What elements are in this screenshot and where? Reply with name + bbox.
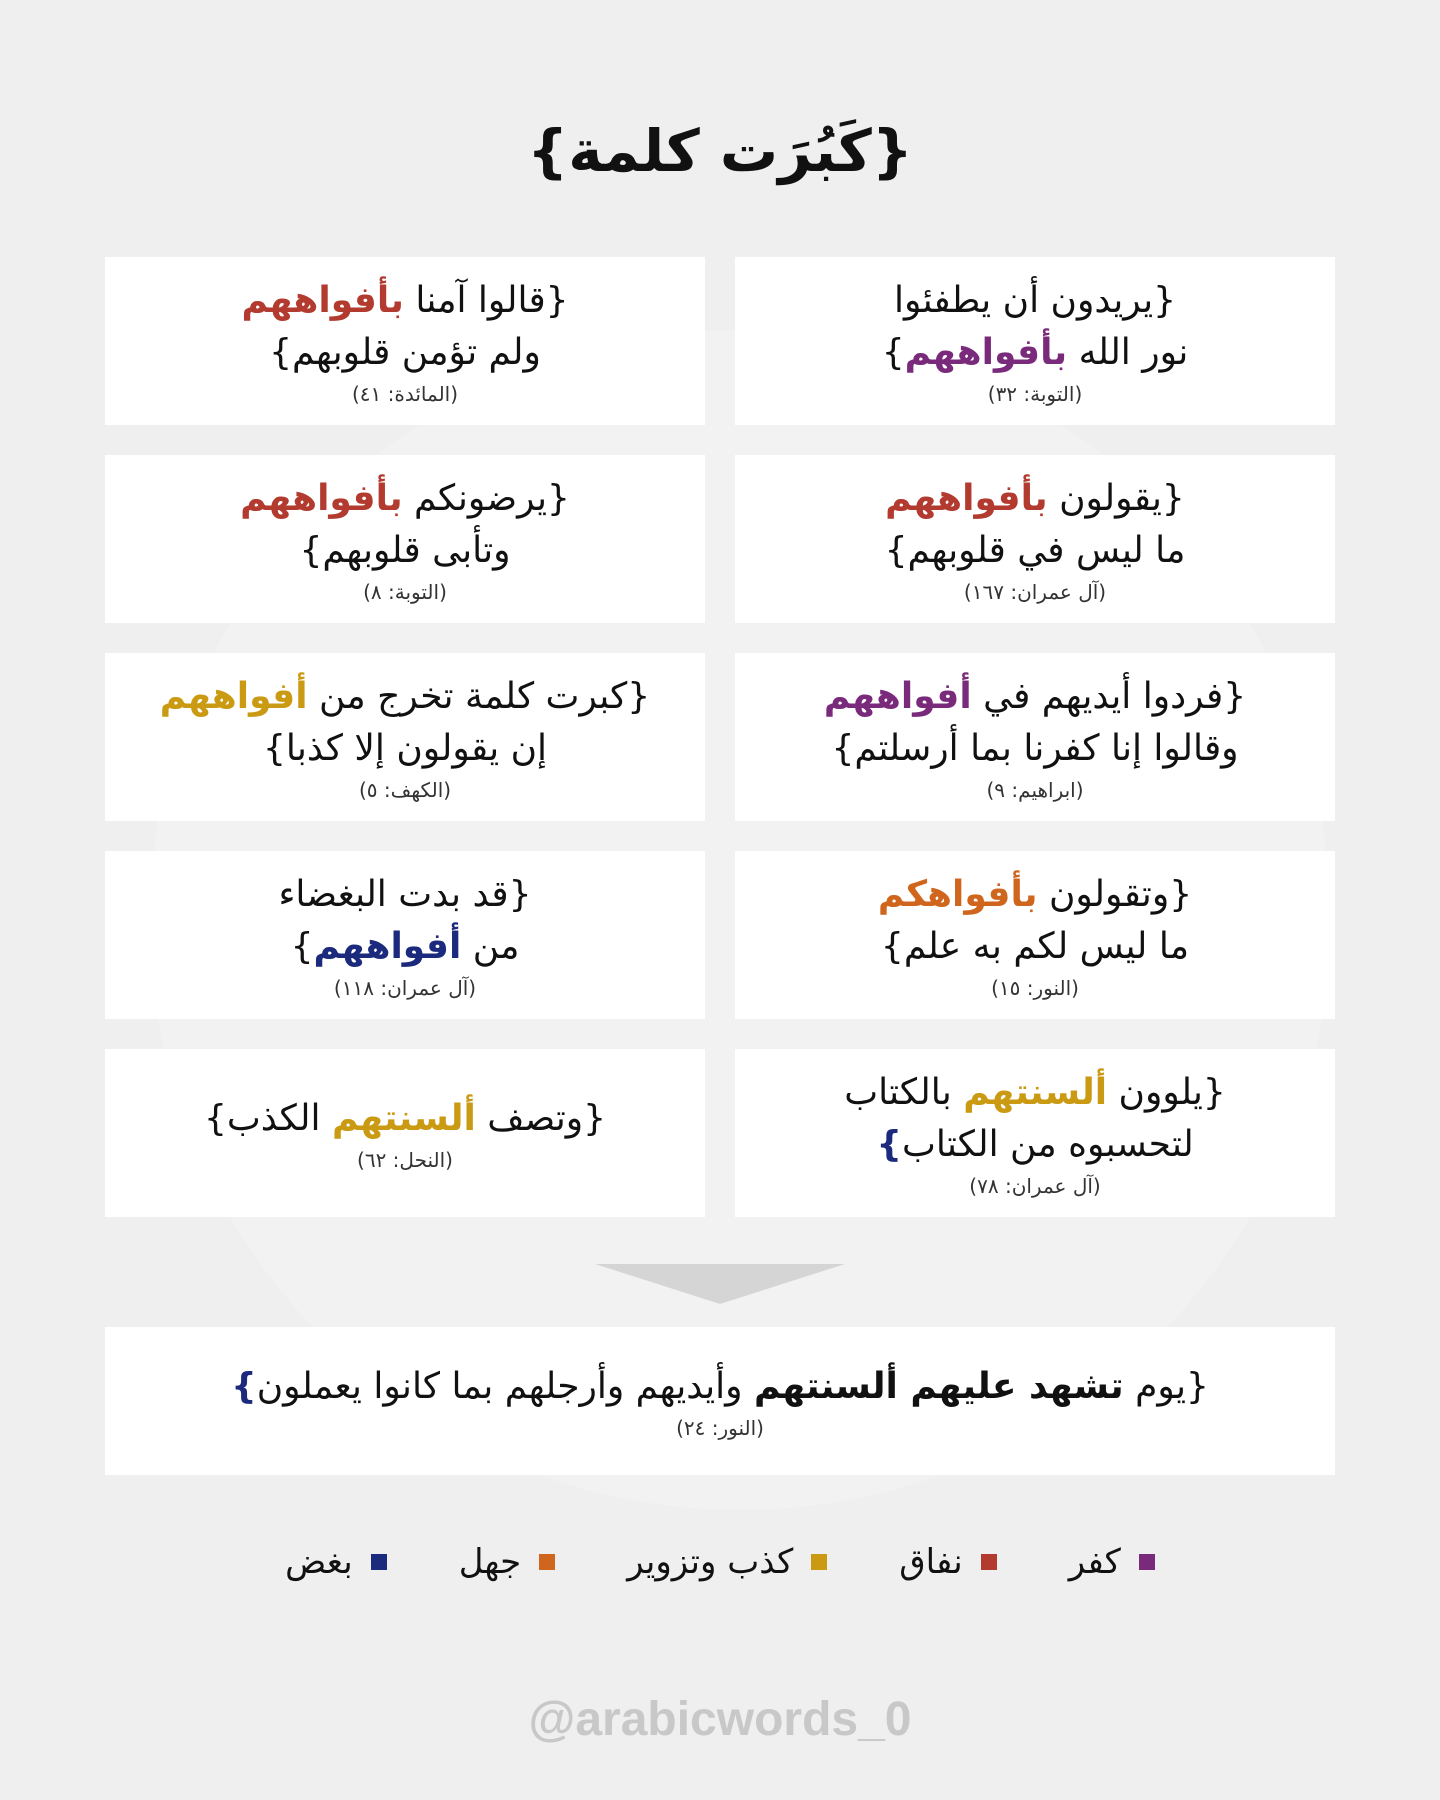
legend-swatch-icon: [981, 1554, 997, 1570]
highlighted-word: أفواههم: [823, 676, 972, 717]
final-verse-bold: تشهد عليهم ألسنتهم: [754, 1366, 1124, 1407]
color-legend: [0, 1540, 1440, 1584]
verse-card-nur-15: [735, 851, 1335, 1019]
highlighted-word: بأفواههم: [904, 332, 1068, 373]
highlighted-word: بأفواههم: [885, 478, 1048, 519]
final-verse-ref: (النور: ٢٤): [676, 1416, 764, 1440]
highlighted-word: بأفواههم: [240, 478, 403, 519]
verse-line: [241, 275, 568, 327]
verse-line: [885, 473, 1185, 525]
verse-text: {قد بدت البغضاء: [278, 874, 532, 915]
verse-text: {قالوا آمنا: [403, 280, 569, 321]
legend-swatch-icon: [539, 1554, 555, 1570]
verse-text: {يرضونكم: [402, 478, 570, 519]
final-verse-post: وأيديهم وأرجلهم بما كانوا يعملون: [256, 1366, 755, 1407]
verse-text-end: }: [881, 332, 905, 373]
verse-reference: (آل عمران: ٧٨): [969, 1174, 1101, 1198]
verse-line: [299, 525, 510, 577]
verse-text: ما ليس لكم به علم}: [880, 926, 1190, 967]
verse-text-end: بالكتاب: [844, 1072, 964, 1113]
verse-card-ibrahim-9: [735, 653, 1335, 821]
highlighted-word: ألسنتهم: [331, 1098, 476, 1139]
page-title: {كَبُرَت كلمة}: [526, 117, 913, 185]
verse-card-kahf-5: [105, 653, 705, 821]
verse-text: ما ليس في قلوبهم}: [884, 530, 1186, 571]
legend-item: [459, 1540, 555, 1584]
legend-swatch-icon: [1139, 1554, 1155, 1570]
verse-line: [844, 1067, 1226, 1119]
verse-reference: (المائدة: ٤١): [351, 382, 459, 406]
verse-text: {وتقولون: [1037, 874, 1193, 915]
legend-label: كذب وتزوير: [627, 1542, 794, 1582]
verse-text: ولم تؤمن قلوبهم}: [269, 332, 541, 373]
highlighted-word: بأفواهكم: [877, 874, 1038, 915]
legend-item: [627, 1540, 827, 1584]
legend-label: كفر: [1068, 1542, 1121, 1582]
verse-line: [263, 723, 547, 775]
verse-line: [831, 723, 1238, 775]
legend-swatch-icon: [811, 1554, 827, 1570]
verse-card-nahl-62: [105, 1049, 705, 1217]
verse-line: [240, 473, 570, 525]
final-verse-close: }: [231, 1366, 257, 1407]
verse-text: {يلوون: [1107, 1072, 1226, 1113]
verse-text: {كبرت كلمة تخرج من: [307, 676, 651, 717]
verse-reference: (النحل: ٦٢): [357, 1148, 453, 1172]
account-handle: @arabicwords_0: [528, 1693, 912, 1746]
verse-reference: (آل عمران: ١١٨): [333, 976, 477, 1000]
highlighted-word: بأفواههم: [241, 280, 404, 321]
verse-text: {يقولون: [1047, 478, 1185, 519]
verse-reference: (ابراهيم: ٩): [986, 778, 1084, 802]
legend-item: [285, 1540, 387, 1584]
legend-label: نفاق: [899, 1542, 963, 1582]
verse-card-maida-41: [105, 257, 705, 425]
verse-card-aal-imran-167: [735, 455, 1335, 623]
verse-line: [882, 327, 1188, 379]
verse-text: نور الله: [1067, 332, 1189, 373]
verse-line: [291, 921, 520, 973]
highlighted-word: ألسنتهم: [963, 1072, 1108, 1113]
highlighted-word: أفواههم: [313, 926, 462, 967]
verse-card-aal-imran-118: [105, 851, 705, 1019]
legend-label: بغض: [285, 1542, 353, 1582]
verse-grid: [105, 257, 1335, 1217]
verse-line: [160, 671, 650, 723]
verse-card-tawba-32: [735, 257, 1335, 425]
verse-card-tawba-8: [105, 455, 705, 623]
final-verse-text: [231, 1361, 1209, 1413]
verse-line: [824, 671, 1246, 723]
verse-line: [269, 327, 541, 379]
verse-reference: (النور: ١٥): [991, 976, 1079, 1000]
verse-text: {فردوا أيديهم في: [971, 676, 1247, 717]
verse-line: [278, 869, 531, 921]
verse-text: من: [461, 926, 520, 967]
verse-line: [876, 1119, 1193, 1171]
verse-text: لتحسبوه من الكتاب: [902, 1124, 1194, 1165]
verse-line: [204, 1093, 606, 1145]
verse-reference: (التوبة: ٨): [363, 580, 447, 604]
verse-text-end: }: [876, 1124, 902, 1165]
legend-label: جهل: [458, 1542, 522, 1582]
verse-line: [885, 525, 1186, 577]
verse-line: [881, 921, 1189, 973]
verse-text: إن يقولون إلا كذبا}: [262, 728, 548, 769]
legend-item: [1069, 1540, 1155, 1584]
down-arrow-icon: [595, 1264, 845, 1304]
verse-text-end: }: [290, 926, 314, 967]
verse-text: وتأبى قلوبهم}: [299, 530, 511, 571]
verse-text: {يريدون أن يطفئوا: [893, 280, 1177, 321]
verse-reference: (التوبة: ٣٢): [987, 382, 1083, 406]
legend-item: [899, 1540, 996, 1584]
verse-text-end: الكذب}: [203, 1098, 332, 1139]
verse-line: [878, 869, 1192, 921]
verse-card-aal-imran-78: [735, 1049, 1335, 1217]
verse-text: وقالوا إنا كفرنا بما أرسلتم}: [831, 728, 1239, 769]
final-verse-card: [105, 1327, 1335, 1475]
verse-reference: (الكهف: ٥): [358, 778, 452, 802]
verse-line: [894, 275, 1176, 327]
verse-reference: (آل عمران: ١٦٧): [963, 580, 1107, 604]
legend-swatch-icon: [371, 1554, 387, 1570]
final-verse-pre: {يوم: [1123, 1366, 1209, 1407]
verse-text: {وتصف: [475, 1098, 607, 1139]
highlighted-word: أفواههم: [159, 676, 308, 717]
